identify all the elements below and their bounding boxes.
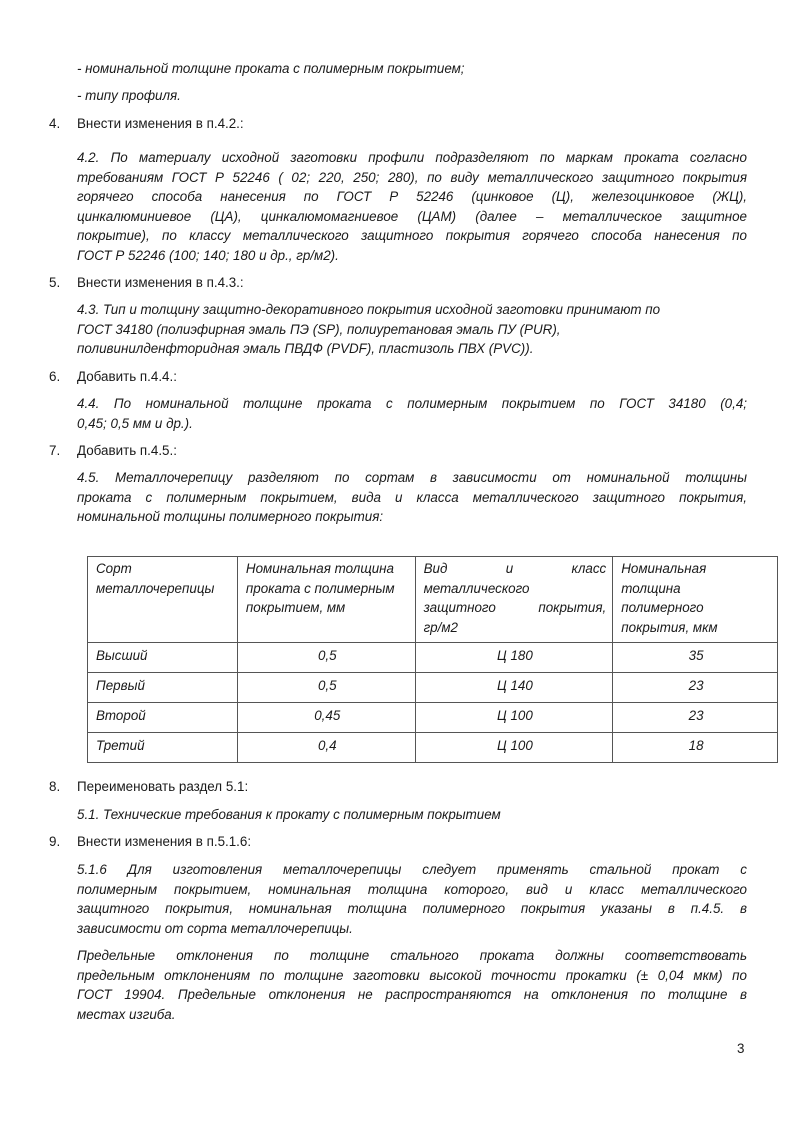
header-line: проката с полимерным — [245, 580, 395, 596]
table-row — [88, 643, 778, 673]
cell-coating-class: Ц 180 — [415, 643, 613, 673]
cell-coating-class: Ц 140 — [415, 673, 613, 703]
item-number-6: 6. — [49, 369, 61, 384]
cell-polymer-thickness: 18 — [613, 733, 778, 763]
cell-rolled-thickness: 0,5 — [237, 643, 415, 673]
clause-line: покрытие), по классу металлического защитного покрытия горячего способа нанесения по — [77, 228, 747, 243]
item-label-4: Внести изменения в п.4.2.: — [77, 116, 244, 131]
cell-polymer-thickness: 35 — [613, 643, 778, 673]
clause-4-5-text — [77, 468, 747, 527]
header-line: гр/м2 — [423, 619, 458, 635]
clause-line: поливинилденфторидная эмаль ПВДФ (PVDF), пластизоль ПВХ (PVC)). — [77, 341, 534, 356]
roofing-grades-table — [87, 556, 778, 763]
clause-line: цинкалюминиевое (ЦА), цинкалюмомагниевое (ЦАМ) (далее – металлическое защитное — [77, 208, 747, 224]
header-line: Номинальная толщина — [245, 561, 394, 576]
table-header-row — [88, 557, 778, 643]
item-label-8: Переименовать раздел 5.1: — [77, 779, 249, 794]
item-label-7: Добавить п.4.5.: — [77, 443, 177, 458]
cell-polymer-thickness: 23 — [613, 703, 778, 733]
cell-rolled-thickness: 0,5 — [237, 673, 415, 703]
clause-line: ГОСТ 19904. Предельные отклонения не распространяются на отклонения по толщине в — [77, 987, 747, 1002]
header-line: покрытием, мм — [245, 600, 346, 616]
table-row — [88, 733, 778, 763]
cell-coating-class: Ц 100 — [415, 733, 613, 763]
item-number-8: 8. — [49, 779, 61, 794]
clause-line: горячего способа нанесения по ГОСТ Р 52246 (цинковое (Ц), железоцинковое (ЖЦ), — [77, 189, 747, 204]
item-label-6: Добавить п.4.4.: — [77, 369, 177, 384]
clause-line: 0,45; 0,5 мм и др.). — [77, 415, 193, 431]
item-number-7: 7. — [49, 443, 61, 458]
clause-line: зависимости от сорта металлочерепицы. — [77, 920, 353, 936]
header-line: Номинальная — [621, 561, 707, 576]
clause-5-1-6-tolerance-text — [77, 946, 747, 1024]
clause-line: 5.1.6 Для изготовления металлочерепицы следует применять стальной прокат с — [77, 862, 747, 877]
header-line: Вид и класс — [423, 561, 607, 576]
cell-rolled-thickness: 0,45 — [237, 703, 415, 733]
item-number-4: 4. — [49, 116, 61, 131]
clause-line: Предельные отклонения по толщине стального проката должны соответствовать — [77, 948, 747, 963]
header-line: металлочерепицы — [96, 580, 215, 596]
item-number-5: 5. — [49, 275, 61, 290]
header-line: покрытия, мкм — [621, 619, 718, 635]
clause-5-1-6-text — [77, 860, 747, 938]
clause-line: номинальной толщины полимерного покрытия: — [77, 509, 384, 524]
clause-line: 4.3. Тип и толщину защитно-декоративного покрытия исходной заготовки принимают по — [77, 302, 661, 317]
header-cell-grade — [88, 557, 238, 643]
header-cell-polymer-thickness — [613, 557, 778, 643]
item-number-9: 9. — [49, 834, 61, 849]
page-number: 3 — [737, 1041, 745, 1056]
header-line: металлического — [423, 580, 530, 596]
clause-4-4-text — [77, 394, 747, 433]
clause-line: 5.1. Технические требования к прокату с полимерным покрытием — [77, 807, 501, 822]
clause-line: 4.4. По номинальной толщине проката с полимерным покрытием по ГОСТ 34180 (0,4; — [77, 396, 747, 411]
clause-line: требованиям ГОСТ Р 52246 ( 02; 220, 250; 280), по виду металлического защитного покрытия — [77, 169, 747, 185]
intro-line-profile-type: - типу профиля. — [77, 88, 181, 103]
header-cell-rolled-thickness — [237, 557, 415, 643]
cell-rolled-thickness: 0,4 — [237, 733, 415, 763]
clause-line: 4.2. По материалу исходной заготовки профили подразделяют по маркам проката согласно — [77, 150, 747, 165]
clause-line: проката с полимерным покрытием, вида и класса металлического защитного покрытия, — [77, 489, 747, 505]
item-label-5: Внести изменения в п.4.3.: — [77, 275, 244, 290]
table-row — [88, 673, 778, 703]
header-line: защитного покрытия, — [423, 600, 607, 616]
clause-line: предельным отклонениям по толщине заготовки высокой точности прокатки (± 0,04 мкм) по — [77, 967, 747, 983]
header-line: полимерного — [621, 600, 704, 616]
intro-line-thickness: - номинальной толщине проката с полимерным покрытием; — [77, 61, 465, 76]
header-cell-coating-class — [415, 557, 613, 643]
cell-grade: Третий — [88, 733, 238, 763]
table-row — [88, 703, 778, 733]
clause-line: полимерным покрытием, номинальная толщина которого, вид и класс металлического — [77, 881, 747, 897]
cell-grade: Первый — [88, 673, 238, 703]
clause-line: ГОСТ 34180 (полиэфирная эмаль ПЭ (SP), полиуретановая эмаль ПУ (PUR), — [77, 321, 561, 337]
cell-coating-class: Ц 100 — [415, 703, 613, 733]
header-line: толщина — [621, 580, 681, 596]
clause-4-3-text — [77, 300, 747, 359]
clause-5-1-text — [77, 805, 747, 825]
cell-grade: Второй — [88, 703, 238, 733]
header-line: Сорт — [96, 561, 132, 576]
clause-line: ГОСТ Р 52246 (100; 140; 180 и др., гр/м2). — [77, 247, 339, 263]
item-label-9: Внести изменения в п.5.1.6: — [77, 834, 252, 849]
cell-polymer-thickness: 23 — [613, 673, 778, 703]
clause-4-2-text — [77, 148, 747, 265]
clause-line: защитного покрытия, номинальная толщина полимерного покрытия указаны в п.4.5. в — [77, 901, 747, 916]
cell-grade: Высший — [88, 643, 238, 673]
clause-line: местах изгиба. — [77, 1006, 176, 1022]
clause-line: 4.5. Металлочерепицу разделяют по сортам в зависимости от номинальной толщины — [77, 470, 747, 485]
